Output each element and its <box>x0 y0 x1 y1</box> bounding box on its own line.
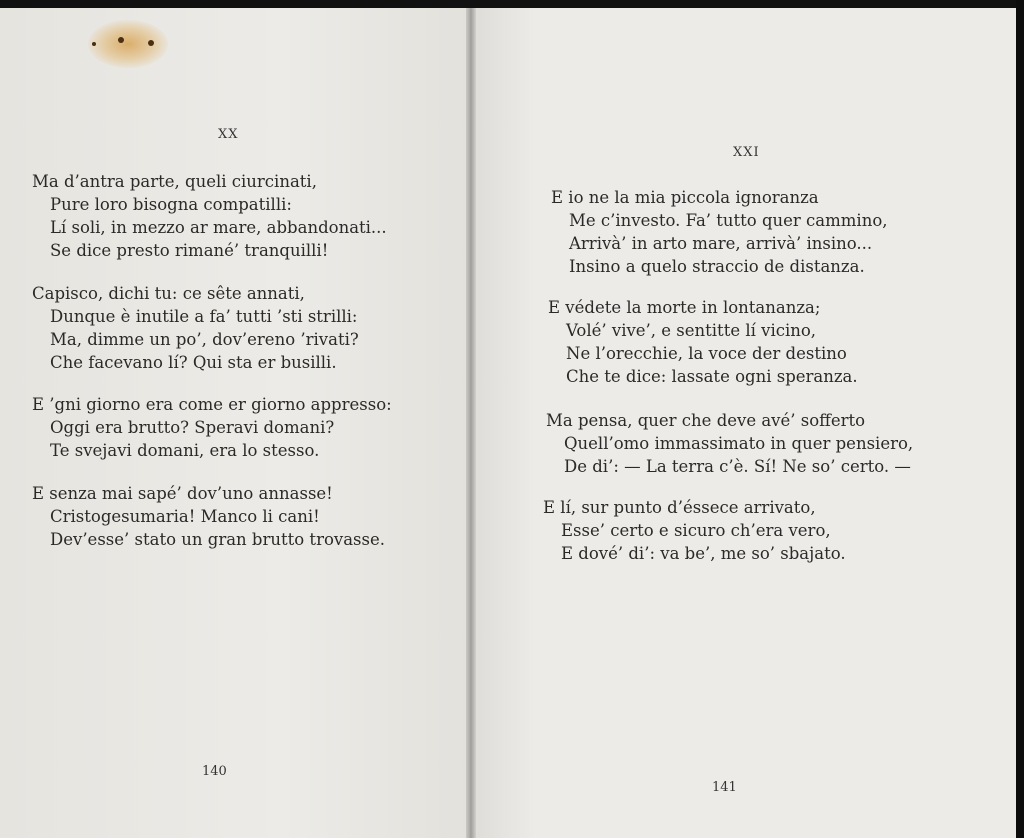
poem-heading-right: XXI <box>733 145 760 160</box>
verse-line: Che te dice: lassate ogni speranza. <box>566 367 858 386</box>
stanza <box>546 409 913 478</box>
verse-line: Insino a quelo straccio de distanza. <box>569 257 865 276</box>
verse-line: Pure loro bisogna compatilli: <box>50 195 292 214</box>
stanza <box>543 496 846 565</box>
verse-line: Cristogesumaria! Manco li cani! <box>50 507 320 526</box>
verse-line: Ma d’antra parte, queli ciurcinati, <box>32 172 317 191</box>
poem-heading-left: XX <box>218 127 239 142</box>
verse-line: Ne l’orecchie, la voce der destino <box>566 344 847 363</box>
verse-line: Me c’investo. Fa’ tutto quer cammino, <box>569 211 888 230</box>
verse-line: Dunque è inutile a fa’ tutti ’sti strilli: <box>50 307 358 326</box>
verse-line: Oggi era brutto? Speravi domani? <box>50 418 335 437</box>
verse-line: E dové’ di’: va be’, me so’ sbajato. <box>561 544 846 563</box>
page-number-right: 141 <box>712 780 737 795</box>
verse-line: Lí soli, in mezzo ar mare, abbandonati... <box>50 218 387 237</box>
verse-line: Ma, dimme un po’, dov’ereno ’rivati? <box>50 330 359 349</box>
verse-line: Quell’omo immassimato in quer pensiero, <box>564 434 914 453</box>
page-number-left: 140 <box>202 764 227 779</box>
stanza <box>32 170 387 262</box>
verse-line: Capisco, dichi tu: ce sête annati, <box>32 284 305 303</box>
verse-line: Se dice presto rimané’ tranquilli! <box>50 241 329 260</box>
stanza <box>32 482 385 551</box>
verse-line: Te svejavi domani, era lo stesso. <box>50 441 320 460</box>
book-gutter <box>466 8 476 838</box>
verse-line: Ma pensa, quer che deve avé’ sofferto <box>546 411 866 430</box>
verse-line: E ’gni giorno era come er giorno appresso: <box>32 395 392 414</box>
verse-line: Arrivà’ in arto mare, arrivà’ insino... <box>569 234 873 253</box>
stanza <box>32 393 392 462</box>
stanza <box>548 296 858 388</box>
verse-line: E senza mai sapé’ dov’uno annasse! <box>32 484 333 503</box>
stain-mark <box>88 20 168 68</box>
verse-line: E védete la morte in lontananza; <box>548 298 821 317</box>
verse-line: Che facevano lí? Qui sta er busilli. <box>50 353 337 372</box>
verse-line: E io ne la mia piccola ignoranza <box>551 188 819 207</box>
stanza <box>551 186 888 278</box>
verse-line: Dev’esse’ stato un gran brutto trovasse. <box>50 530 385 549</box>
page-edge-shadow <box>1016 0 1024 838</box>
verse-line: De di’: — La terra c’è. Sí! Ne so’ certo. — <box>564 457 911 476</box>
verse-line: E lí, sur punto d’éssece arrivato, <box>543 498 816 517</box>
verse-line: Esse’ certo e sicuro ch’era vero, <box>561 521 831 540</box>
stanza <box>32 282 359 374</box>
verse-line: Volé’ vive’, e sentitte lí vicino, <box>566 321 817 340</box>
